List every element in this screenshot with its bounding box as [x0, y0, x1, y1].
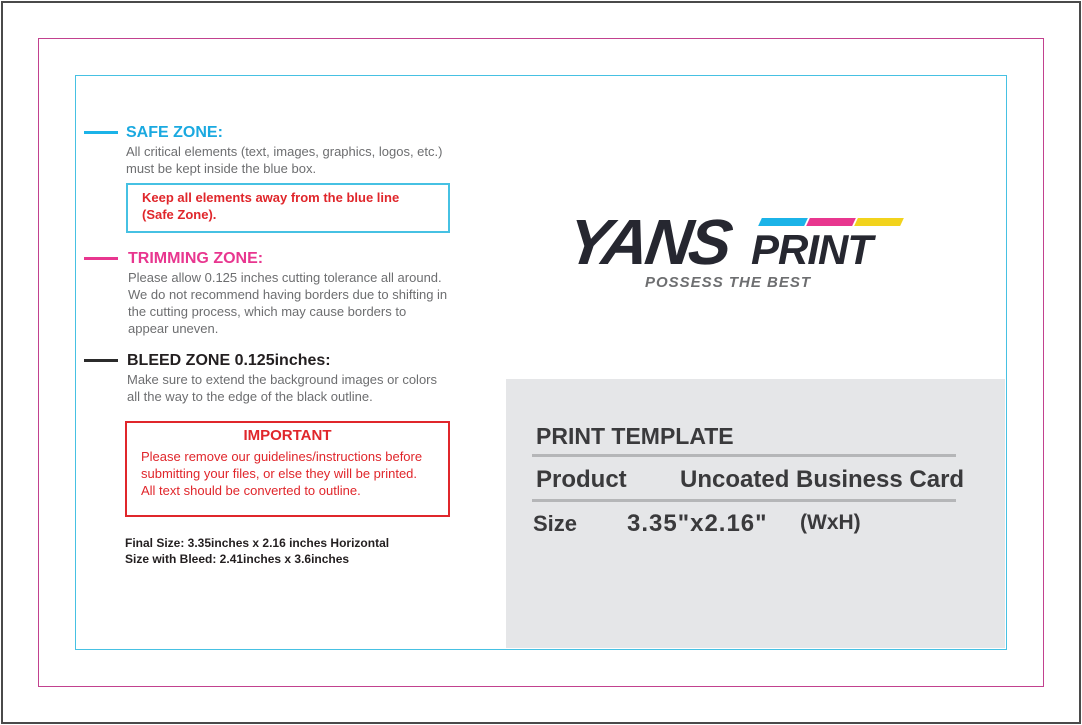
print-template-title: PRINT TEMPLATE — [536, 423, 734, 449]
template-divider-1 — [532, 454, 956, 457]
size-label: Size — [533, 511, 578, 536]
safe-zone-callout-line-2: (Safe Zone). — [142, 207, 217, 222]
safe-zone-description — [126, 143, 442, 177]
safe-zone-line-1: All critical elements (text, images, graphics, logos, etc.) — [126, 144, 443, 159]
important-notice-box — [125, 421, 450, 517]
bleed-zone-line-marker — [84, 359, 118, 362]
logo-brand-main: YANS — [562, 206, 735, 278]
important-line-2: submitting your files, or else they will be printed. — [141, 466, 418, 481]
yellow-stripe — [854, 218, 904, 226]
trimming-zone-line-2: We do not recommend having borders due to shifting in — [128, 287, 448, 302]
magenta-stripe — [806, 218, 856, 226]
product-label: Product — [536, 466, 627, 493]
trimming-zone-title: TRIMMING ZONE: — [128, 250, 264, 267]
trimming-zone-line-marker — [84, 257, 118, 260]
trimming-zone-line-3: the cutting process, which may cause borders to — [128, 304, 407, 319]
cyan-stripe — [758, 218, 808, 226]
trimming-zone-line-1: Please allow 0.125 inches cutting tolerance all around. — [128, 270, 442, 285]
bleed-zone-title: BLEED ZONE 0.125inches: — [127, 352, 331, 369]
safe-zone-line-2: must be kept inside the blue box. — [126, 161, 317, 176]
important-text — [141, 448, 422, 499]
final-size-text: Final Size: 3.35inches x 2.16 inches Horizontal — [125, 536, 390, 550]
safe-zone-callout-line-1: Keep all elements away from the blue line — [142, 190, 400, 205]
logo-brand-secondary: PRINT — [751, 226, 872, 273]
safe-zone-title: SAFE ZONE: — [126, 124, 223, 141]
bleed-zone-line-2: all the way to the edge of the black outline. — [127, 389, 373, 404]
bleed-zone-description — [127, 371, 437, 405]
safe-zone-line-marker — [84, 131, 118, 134]
template-divider-2 — [532, 499, 956, 502]
safe-zone-callout-box — [126, 183, 450, 233]
safe-zone-callout-text — [142, 189, 399, 223]
important-line-1: Please remove our guidelines/instructions before — [141, 449, 423, 464]
size-with-bleed-text: Size with Bleed: 2.41inches x 3.6inches — [125, 552, 350, 566]
important-line-3: All text should be converted to outline. — [141, 483, 361, 498]
product-value: Uncoated Business Card — [680, 466, 965, 493]
size-unit: (WxH) — [800, 511, 861, 534]
important-title: IMPORTANT — [243, 427, 332, 444]
yansprint-logo — [560, 206, 910, 300]
logo-tagline: POSSESS THE BEST — [645, 274, 812, 291]
trimming-zone-description — [128, 269, 447, 337]
cmy-stripes-icon — [760, 218, 902, 226]
trimming-zone-line-4: appear uneven. — [128, 321, 219, 336]
bleed-zone-line-1: Make sure to extend the background images or colors — [127, 372, 438, 387]
size-value: 3.35"x2.16" — [627, 510, 768, 537]
